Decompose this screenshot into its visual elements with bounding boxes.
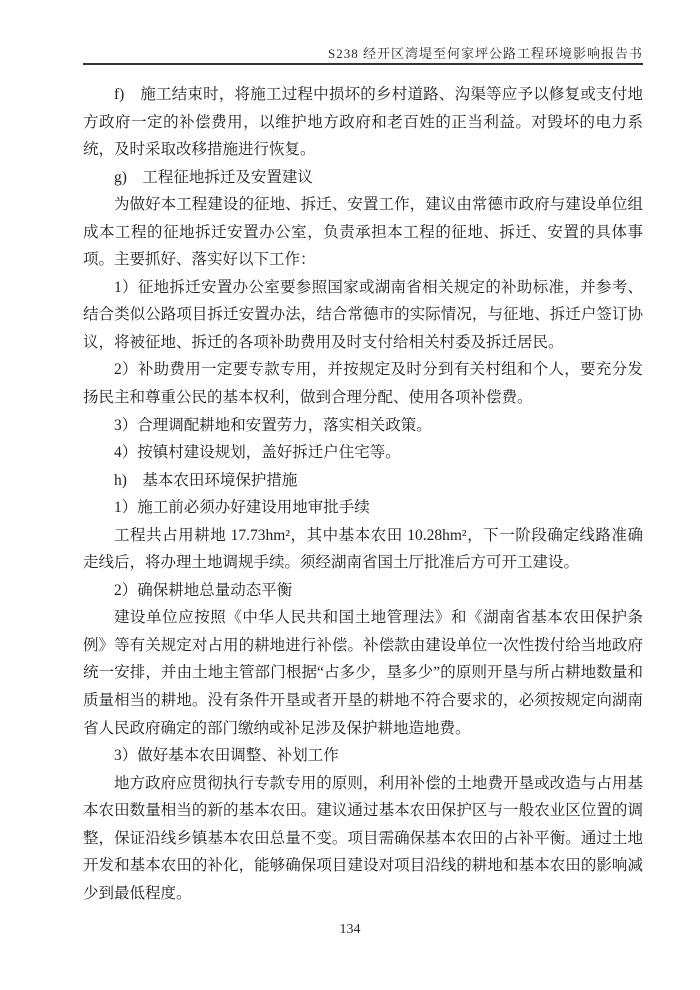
paragraph: 地方政府应贯彻执行专款专用的原则，利用补偿的土地费开垦或改造与占用基本农田数量相当的新的基本农田。建议通过基本农田保护区与一般农业区位置的调整，保证沿线乡镇基本农田总量不变。项目需确保基本农田的占补平衡。通过土地开发和基本农田的补化，能够确保项目建设对项目沿线的耕地和基本农田的影响减少到最低程度。: [83, 774, 643, 902]
subheading-h3: 3）做好基本农田调整、补划工作: [114, 747, 339, 765]
page-number: 134: [339, 922, 361, 937]
paragraph: 为做好本工程建设的征地、拆迁、安置工作，建议由常德市政府与建设单位组成本工程的征地拆迁安置办公室，负责承担本工程的征地、拆迁、安置的具体事项。主要抓好、落实好以下工作：: [83, 196, 643, 269]
header-divider: [83, 63, 643, 65]
list-item-3: 3）合理调配耕地和安置劳力，落实相关政策。: [114, 416, 432, 434]
document-body: [83, 81, 643, 907]
subheading-h2: 2）确保耕地总量动态平衡: [114, 581, 293, 599]
paragraph: 工程共占用耕地 17.73hm²，其中基本农田 10.28hm²，下一阶段确定线路准确走线后，将办理土地调规手续。须经湖南省国土厅批准后方可开工建设。: [83, 526, 643, 572]
heading-g: g) 工程征地拆迁及安置建议: [114, 168, 313, 186]
running-header-title: S238 经开区湾堤至何家坪公路工程环境影响报告书: [328, 46, 643, 61]
subheading-h1: 1）施工前必须办好建设用地审批手续: [114, 499, 370, 517]
paragraph: 建设单位应按照《中华人民共和国土地管理法》和《湖南省基本农田保护条例》等有关规定对占用的耕地进行补偿。补偿款由建设单位一次性拨付给当地政府统一安排，并由土地主管部门根据“占多少，垦多少”的原则开垦与所占耕地数量和质量相当的耕地。没有条件开垦或者开垦的耕地不符合要求的，必须按规定向湖南省人民政府确定的部门缴纳或补足涉及保护耕地造地费。: [83, 609, 643, 737]
list-item-4: 4）按镇村建设规划，盖好拆迁户住宅等。: [114, 444, 401, 462]
heading-h: h) 基本农田环境保护措施: [114, 471, 298, 489]
list-item-2: 2）补助费用一定要专款专用，并按规定及时分到有关村组和个人，要充分发扬民主和尊重公民的基本权利，做到合理分配、使用各项补偿费。: [83, 361, 643, 407]
paragraph-f: f) 施工结束时，将施工过程中损坏的乡村道路、沟渠等应予以修复或支付地方政府一定的补偿费用，以维护地方政府和老百姓的正当利益。对毁坏的电力系统，及时采取改移措施进行恢复。: [83, 86, 643, 159]
list-item-1: 1）征地拆迁安置办公室要参照国家或湖南省相关规定的补助标准，并参考、结合类似公路项目拆迁安置办法，结合常德市的实际情况，与征地、拆迁户签订协议，将被征地、拆迁的各项补助费用及时支付给相关村委及拆迁居民。: [83, 278, 643, 351]
